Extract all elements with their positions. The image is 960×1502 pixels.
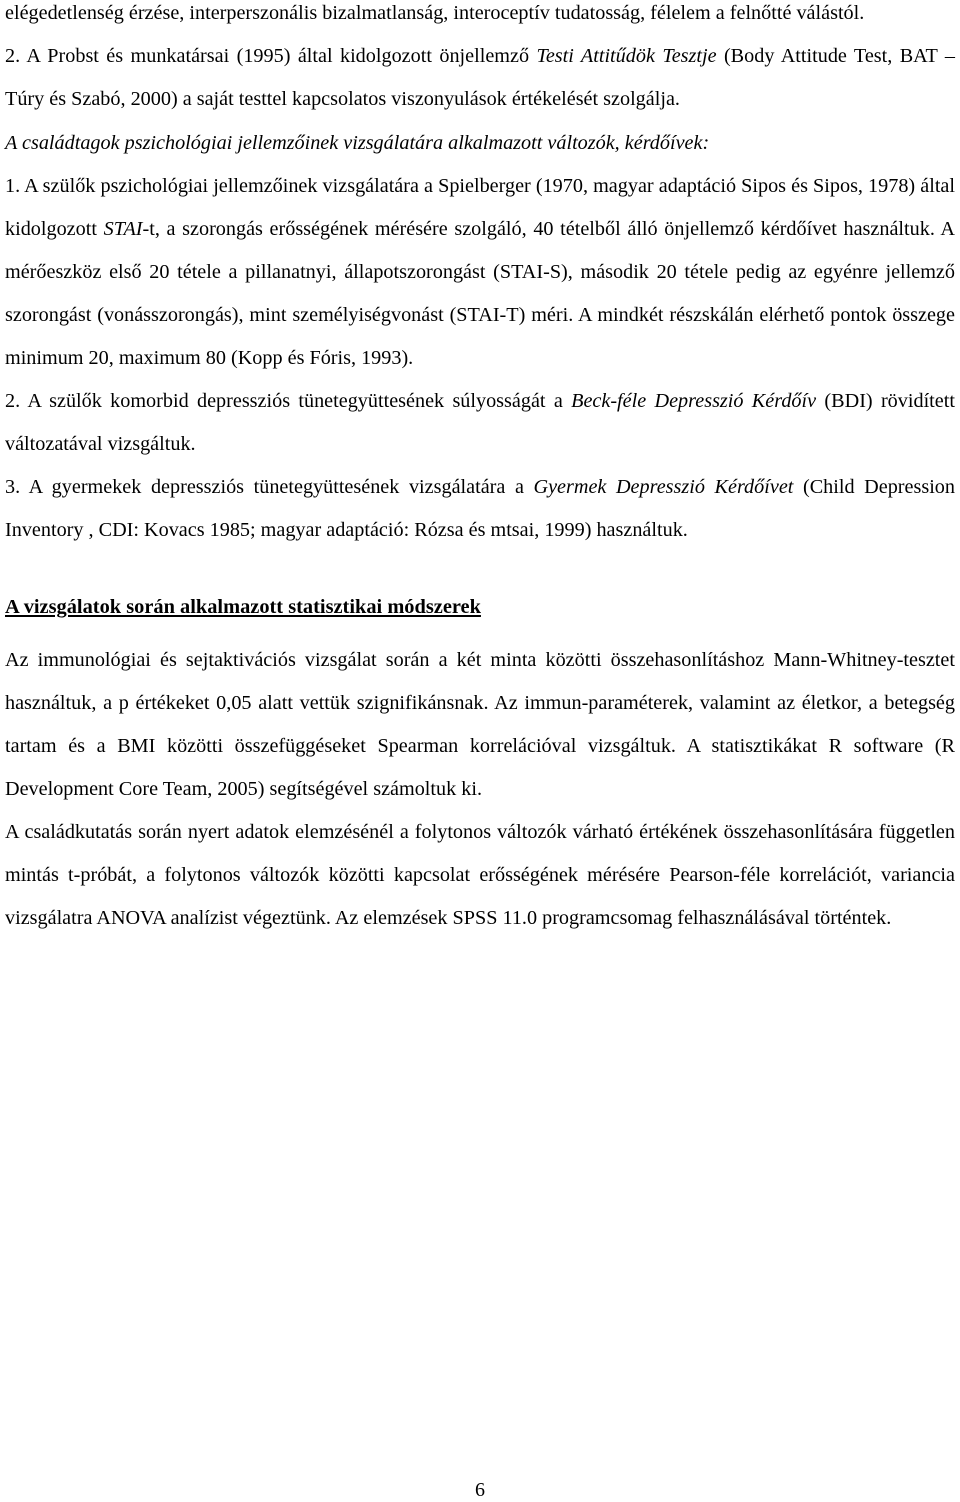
section-heading-statistics: A vizsgálatok során alkalmazott statisztikai módszerek: [5, 596, 481, 618]
paragraph-continuation: elégedetlenség érzése, interperszonális bizalmatlanság, interoceptív tudatosság, félelem a felnőtté válástól.: [5, 2, 865, 24]
text-run: 2. A Probst és munkatársai (1995) által kidolgozott önjellemző: [5, 45, 537, 67]
text-run: -t, a szorongás erősségének mérésére szolgáló, 40 tételből álló önjellemző kérdőívet használtuk. A mérőeszköz első 20 tétele a pillanatnyi, állapotszorongást (STAI-S), második 20 tétele pedig az egyénre jellemző szorongást (vonásszorongás), mint személyiségvonást (STAI-T) méri. A mindkét részskálán elérhető pontok összege minimum 20, maximum 80 (Kopp és Fóris, 1993).: [5, 218, 956, 369]
paragraph-immunology-stats: Az immunológiai és sejtaktivációs vizsgálat során a két minta közötti összehasonlításhoz Mann-Whitney-tesztet használtuk, a p értékeket 0,05 alatt vettük szignifikánsnak. Az immun-paraméterek, valamint az életkor, a betegség tartam és a BMI közötti összefüggéseket Spearman korrelációval vizsgáltuk. A statisztikákat R software (R Development Core Team, 2005) segítségével számoltuk ki.: [5, 649, 955, 800]
italic-run: Beck-féle Depresszió Kérdőív: [571, 390, 817, 412]
text-run: (BDI) rövidített változatával vizsgáltuk.: [5, 390, 955, 455]
text-run: (Body Attitude Test, BAT – Túry és Szabó, 2000) a saját testtel kapcsolatos viszonyulások értékelését szolgálja.: [5, 45, 955, 110]
italic-run: Gyermek Depresszió Kérdőívet: [533, 476, 794, 498]
paragraph-stai: [5, 165, 955, 380]
paragraph-cdi: [5, 466, 955, 552]
paragraph-bat: [5, 35, 955, 121]
subheading-family-variables: A családtagok pszichológiai jellemzőinek vizsgálatára alkalmazott változók, kérdőívek:: [5, 132, 710, 154]
text-run: (Child Depression Inventory , CDI: Kovacs 1985; magyar adaptáció: Rózsa és mtsai, 1999) használtuk.: [5, 476, 955, 541]
text-run: 3. A gyermekek depressziós tünetegyüttesének vizsgálatára a: [5, 476, 534, 498]
page-number: 6: [475, 1479, 485, 1501]
paragraph-family-stats: A családkutatás során nyert adatok elemzésénél a folytonos változók várható értékének összehasonlítására független mintás t-próbát, a folytonos változók közötti kapcsolat erősségének mérésére Pearson-féle korrelációt, variancia vizsgálatra ANOVA analízist végeztünk. Az elemzések SPSS 11.0 programcsomag felhasználásával történtek.: [5, 821, 955, 929]
italic-run: Testi Attitűdök Tesztje: [536, 45, 717, 67]
document-page: [5, 0, 955, 940]
paragraph-bdi: [5, 380, 955, 466]
text-run: 1. A szülők pszichológiai jellemzőinek vizsgálatára a Spielberger (1970, magyar adaptáció Sipos és Sipos, 1978) által kidolgozott: [5, 175, 955, 240]
italic-run: STAI: [103, 218, 143, 240]
text-run: 2. A szülők komorbid depressziós tünetegyüttesének súlyosságát a: [5, 390, 572, 412]
